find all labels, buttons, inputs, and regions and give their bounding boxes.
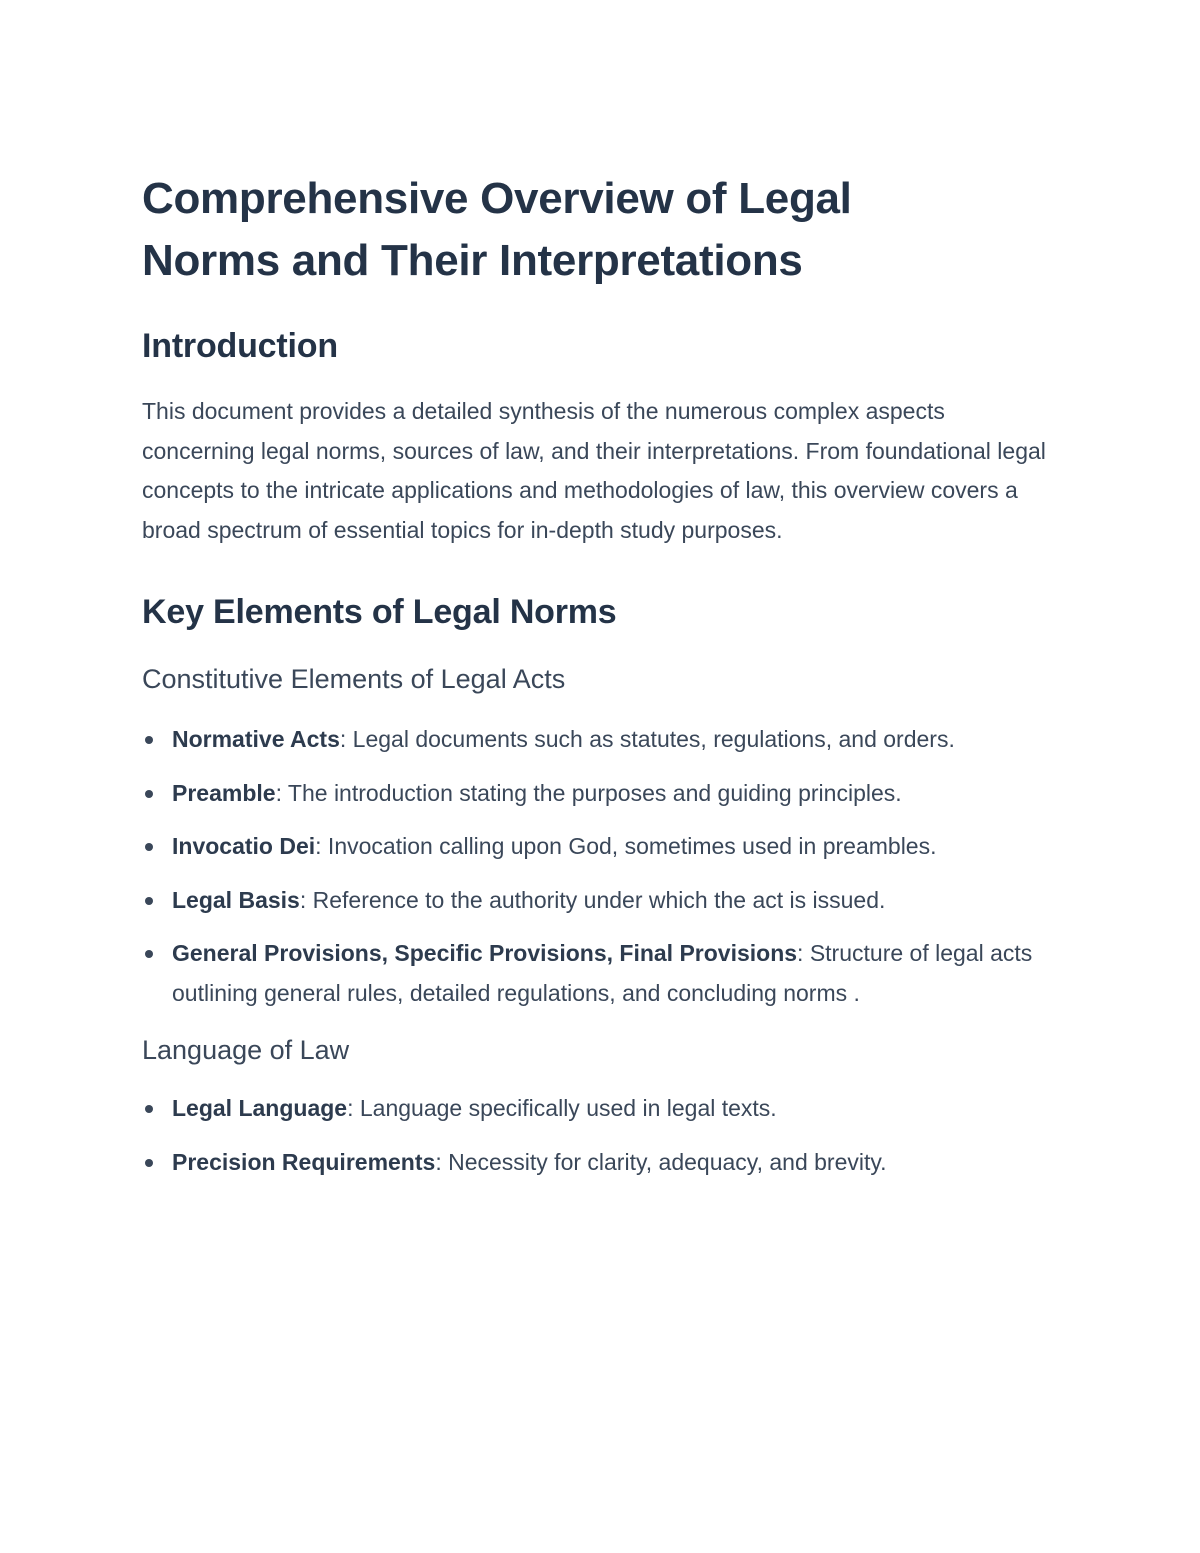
list-item-term: Invocatio Dei	[172, 833, 316, 859]
list-item	[142, 1143, 1062, 1183]
document-title	[142, 168, 1062, 292]
key-elements-heading: Key Elements of Legal Norms	[142, 593, 617, 631]
title-line-1: Comprehensive Overview of Legal	[142, 174, 852, 223]
list-item-term: General Provisions, Specific Provisions, Final Provisions	[172, 940, 798, 966]
document-page	[142, 168, 1062, 1182]
bullet-icon	[145, 1159, 153, 1167]
list-item-desc: Reference to the authority under which the act is issued.	[306, 886, 886, 913]
language-list	[142, 1089, 1062, 1182]
list-item	[142, 827, 1062, 867]
list-item	[142, 934, 1062, 1013]
list-item	[142, 1089, 1062, 1129]
list-item-sep: :	[347, 1095, 354, 1121]
list-item	[142, 774, 1062, 814]
list-item-term: Legal Language	[172, 1095, 348, 1121]
constitutive-list	[142, 720, 1062, 1013]
bullet-icon	[145, 843, 153, 851]
bullet-icon	[145, 1105, 153, 1113]
constitutive-subheading: Constitutive Elements of Legal Acts	[142, 664, 566, 694]
list-item-desc: Invocation calling upon God, sometimes used in preambles.	[321, 833, 937, 859]
list-item-desc: Legal documents such as statutes, regulations, and orders.	[346, 726, 955, 752]
list-item-desc: Structure of legal acts outlining general rules, detailed regulations, and concluding norms .	[172, 940, 1033, 1006]
list-item	[142, 720, 1062, 760]
list-item-sep: :	[435, 1148, 442, 1175]
list-item-term: Normative Acts	[172, 726, 340, 752]
list-item-sep: :	[797, 940, 804, 966]
list-item	[142, 881, 1062, 921]
list-item-desc: Language specifically used in legal texts.	[353, 1095, 777, 1121]
bullet-icon	[145, 897, 153, 905]
bullet-icon	[145, 950, 153, 958]
intro-heading: Introduction	[142, 327, 338, 365]
list-item-sep: :	[299, 886, 307, 913]
list-item-sep: :	[315, 833, 322, 859]
list-item-term: Preamble	[172, 779, 276, 806]
list-item-sep: :	[275, 779, 282, 806]
list-item-desc: Necessity for clarity, adequacy, and brevity.	[441, 1148, 887, 1175]
list-item-term: Legal Basis	[172, 886, 300, 913]
language-subheading: Language of Law	[142, 1035, 350, 1065]
bullet-icon	[145, 736, 153, 744]
title-line-2: Norms and Their Interpretations	[142, 236, 803, 285]
list-item-desc: The introduction stating the purposes and guiding principles.	[281, 779, 902, 806]
list-item-sep: :	[339, 726, 347, 752]
intro-paragraph: This document provides a detailed synthesis of the numerous complex aspects concerning legal norms, sources of law, and their interpretations. From foundational legal concepts to the intricate applications and methodologies of law, this overview covers a broad spectrum of essential topics for in-depth study purposes.	[142, 398, 1046, 543]
list-item-term: Precision Requirements	[172, 1148, 436, 1175]
bullet-icon	[145, 790, 153, 798]
